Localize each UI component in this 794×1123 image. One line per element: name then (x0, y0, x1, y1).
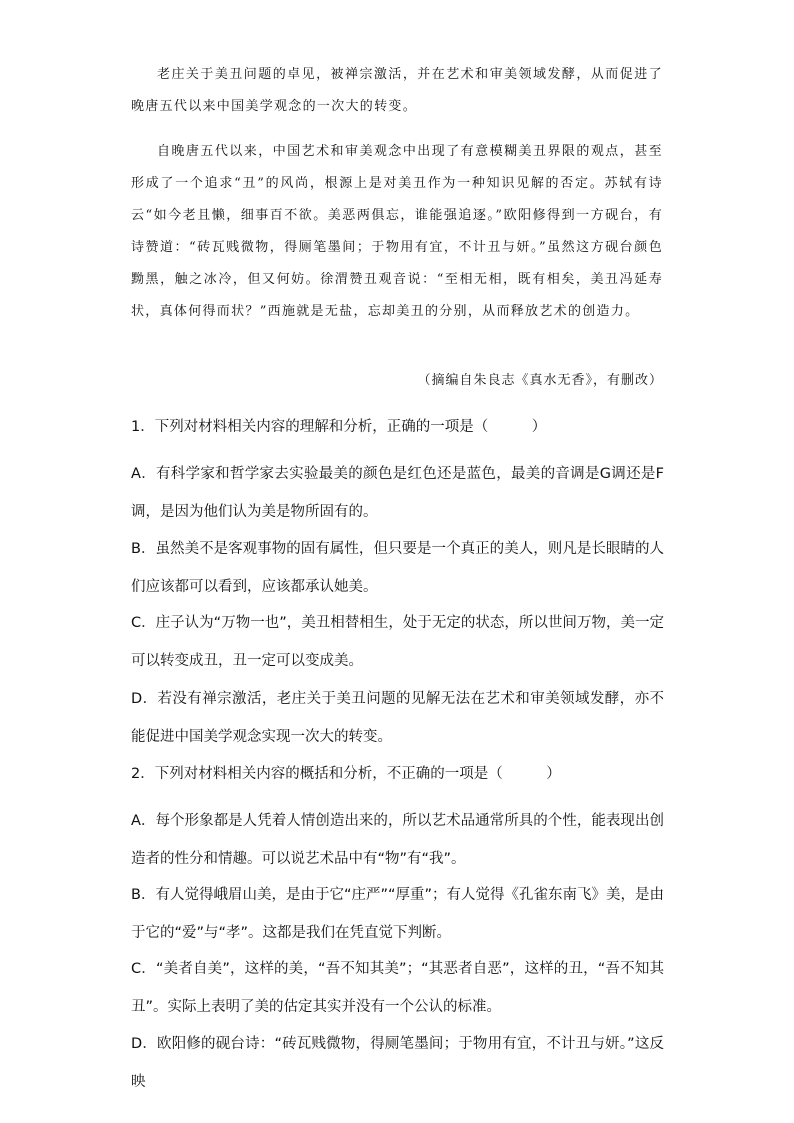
passage-paragraph-2: 自晚唐五代以来，中国艺术和审美观念中出现了有意模糊美丑界限的观点，甚至形成了一个追求“丑”的风尚，根源上是对美丑作为一种知识见解的否定。苏轼有诗云“如今老且懒，细事百不欲。美恶两俱忘，谁能强追逐。”欧阳修得到一方砚台，有诗赞道：“砖瓦贱微物，得厕笔墨间；于物用有宜，不计丑与妍。”虽然这方砚台颜色黝黑，触之冰冷，但又何妨。徐渭赞丑观音说：“至相无相，既有相矣，美丑冯延寿状，真体何得而状？”西施就是无盐，忘却美丑的分别，从而释放艺术的创造力。 (131, 144, 663, 319)
question-1-option-a: A．有科学家和哲学家去实验最美的颜色是红色还是蓝色，最美的音调是G调还是F调，是因为他们认为美是物所固有的。 (131, 466, 664, 520)
question-1-stem: 1．下列对材料相关内容的理解和分析，正确的一项是（ ） (131, 419, 547, 435)
passage-paragraph-end: 老庄关于美丑问题的卓见，被禅宗激活，并在艺术和审美领域发酵，从而促进了晚唐五代以来中国美学观念的一次大的转变。 (131, 67, 663, 114)
question-2-option-b: B．有人觉得峨眉山美，是由于它“庄严”“厚重”；有人觉得《孔雀东南飞》美，是由于它的“爱”与“孝”。这都是我们在凭直觉下判断。 (131, 887, 664, 941)
question-2-stem: 2．下列对材料相关内容的概括和分析，不正确的一项是（ ） (131, 766, 561, 782)
passage-source: （摘编自朱良志《真水无香》，有删改） (417, 373, 663, 388)
question-2-option-a: A．每个形象都是人凭着人情创造出来的，所以艺术品通常所具的个性，能表现出创造者的性分和情趣。可以说艺术品中有“物”有“我”。 (131, 813, 664, 867)
question-2-option-c: C．“美者自美”，这样的美，“吾不知其美”；“其恶者自恶”，这样的丑，“吾不知其丑”。实际上表明了美的估定其实并没有一个公认的标准。 (131, 961, 664, 1015)
question-1-option-b: B．虽然美不是客观事物的固有属性，但只要是一个真正的美人，则凡是长眼睛的人们应该都可以看到，应该都承认她美。 (131, 541, 664, 595)
question-1-option-c: C．庄子认为“万物一也”，美丑相替相生，处于无定的状态，所以世间万物，美一定可以转变成丑，丑一定可以变成美。 (131, 615, 664, 669)
question-1-option-d: D．若没有禅宗激活，老庄关于美丑问题的见解无法在艺术和审美领域发酵，亦不能促进中国美学观念实现一次大的转变。 (131, 691, 664, 745)
question-2-option-d: D．欧阳修的砚台诗：“砖瓦贱微物，得厕笔墨间；于物用有宜，不计丑与妍。”这反映 (131, 1036, 664, 1090)
